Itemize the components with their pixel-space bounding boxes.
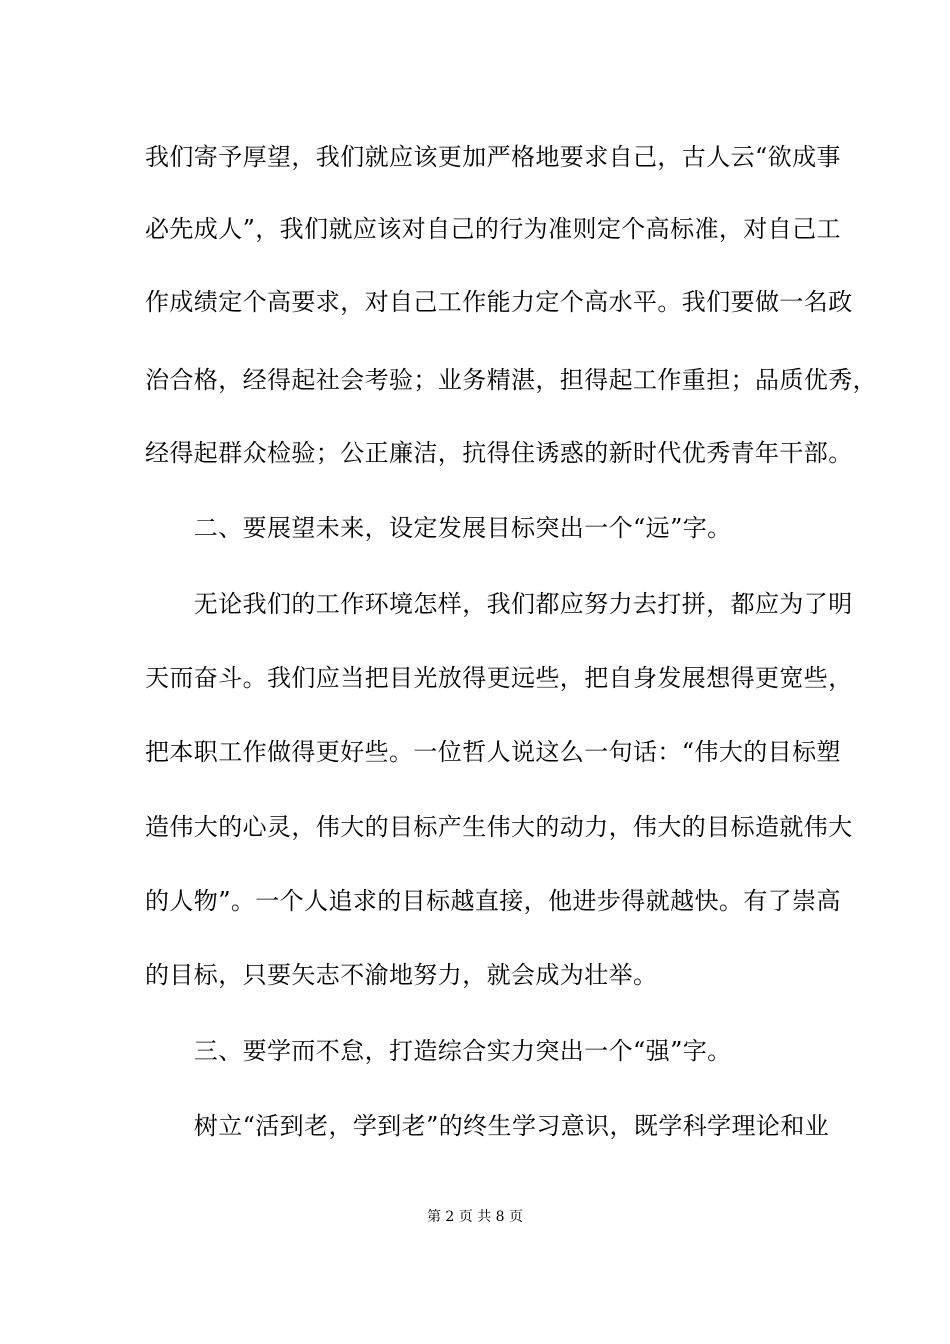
text-line-8: 天而奋斗。我们应当把目光放得更远些，把自身发展想得更宽些， xyxy=(145,664,853,692)
section-heading-3: 三、要学而不怠，打造综合实力突出一个“强”字。 xyxy=(145,1037,732,1065)
text-line-11: 的人物”。一个人追求的目标越直接，他进步得就越快。有了崇高 xyxy=(145,887,841,915)
text-line-3: 作成绩定个高要求，对自己工作能力定个高水平。我们要做一名政 xyxy=(145,288,853,316)
page-footer xyxy=(0,1208,950,1226)
text-line-12: 的目标，只要矢志不渝地努力，就会成为壮举。 xyxy=(145,961,658,989)
text-line-5: 经得起群众检验；公正廉洁，抗得住诱惑的新时代优秀青年干部。 xyxy=(145,439,853,467)
text-line-1: 我们寄予厚望，我们就应该更加严格地要求自己，古人云“欲成事 xyxy=(145,143,841,171)
text-line-9: 把本职工作做得更好些。一位哲人说这么一句话：“伟大的目标塑 xyxy=(145,738,841,766)
text-line-14: 树立“活到老，学到老”的终生学习意识，既学科学理论和业 xyxy=(145,1112,830,1140)
section-heading-2: 二、要展望未来，设定发展目标突出一个“远”字。 xyxy=(145,514,732,542)
text-line-10: 造伟大的心灵，伟大的目标产生伟大的动力，伟大的目标造就伟大 xyxy=(145,813,853,841)
page-number: 第 2 页 共 8 页 xyxy=(426,1209,524,1225)
text-line-7: 无论我们的工作环境怎样，我们都应努力去打拼，都应为了明 xyxy=(145,590,853,618)
text-line-2: 必先成人”，我们就应该对自己的行为准则定个高标准，对自己工 xyxy=(145,215,841,243)
text-line-4: 治合格，经得起社会考验；业务精湛，担得起工作重担；品质优秀， xyxy=(145,366,877,394)
